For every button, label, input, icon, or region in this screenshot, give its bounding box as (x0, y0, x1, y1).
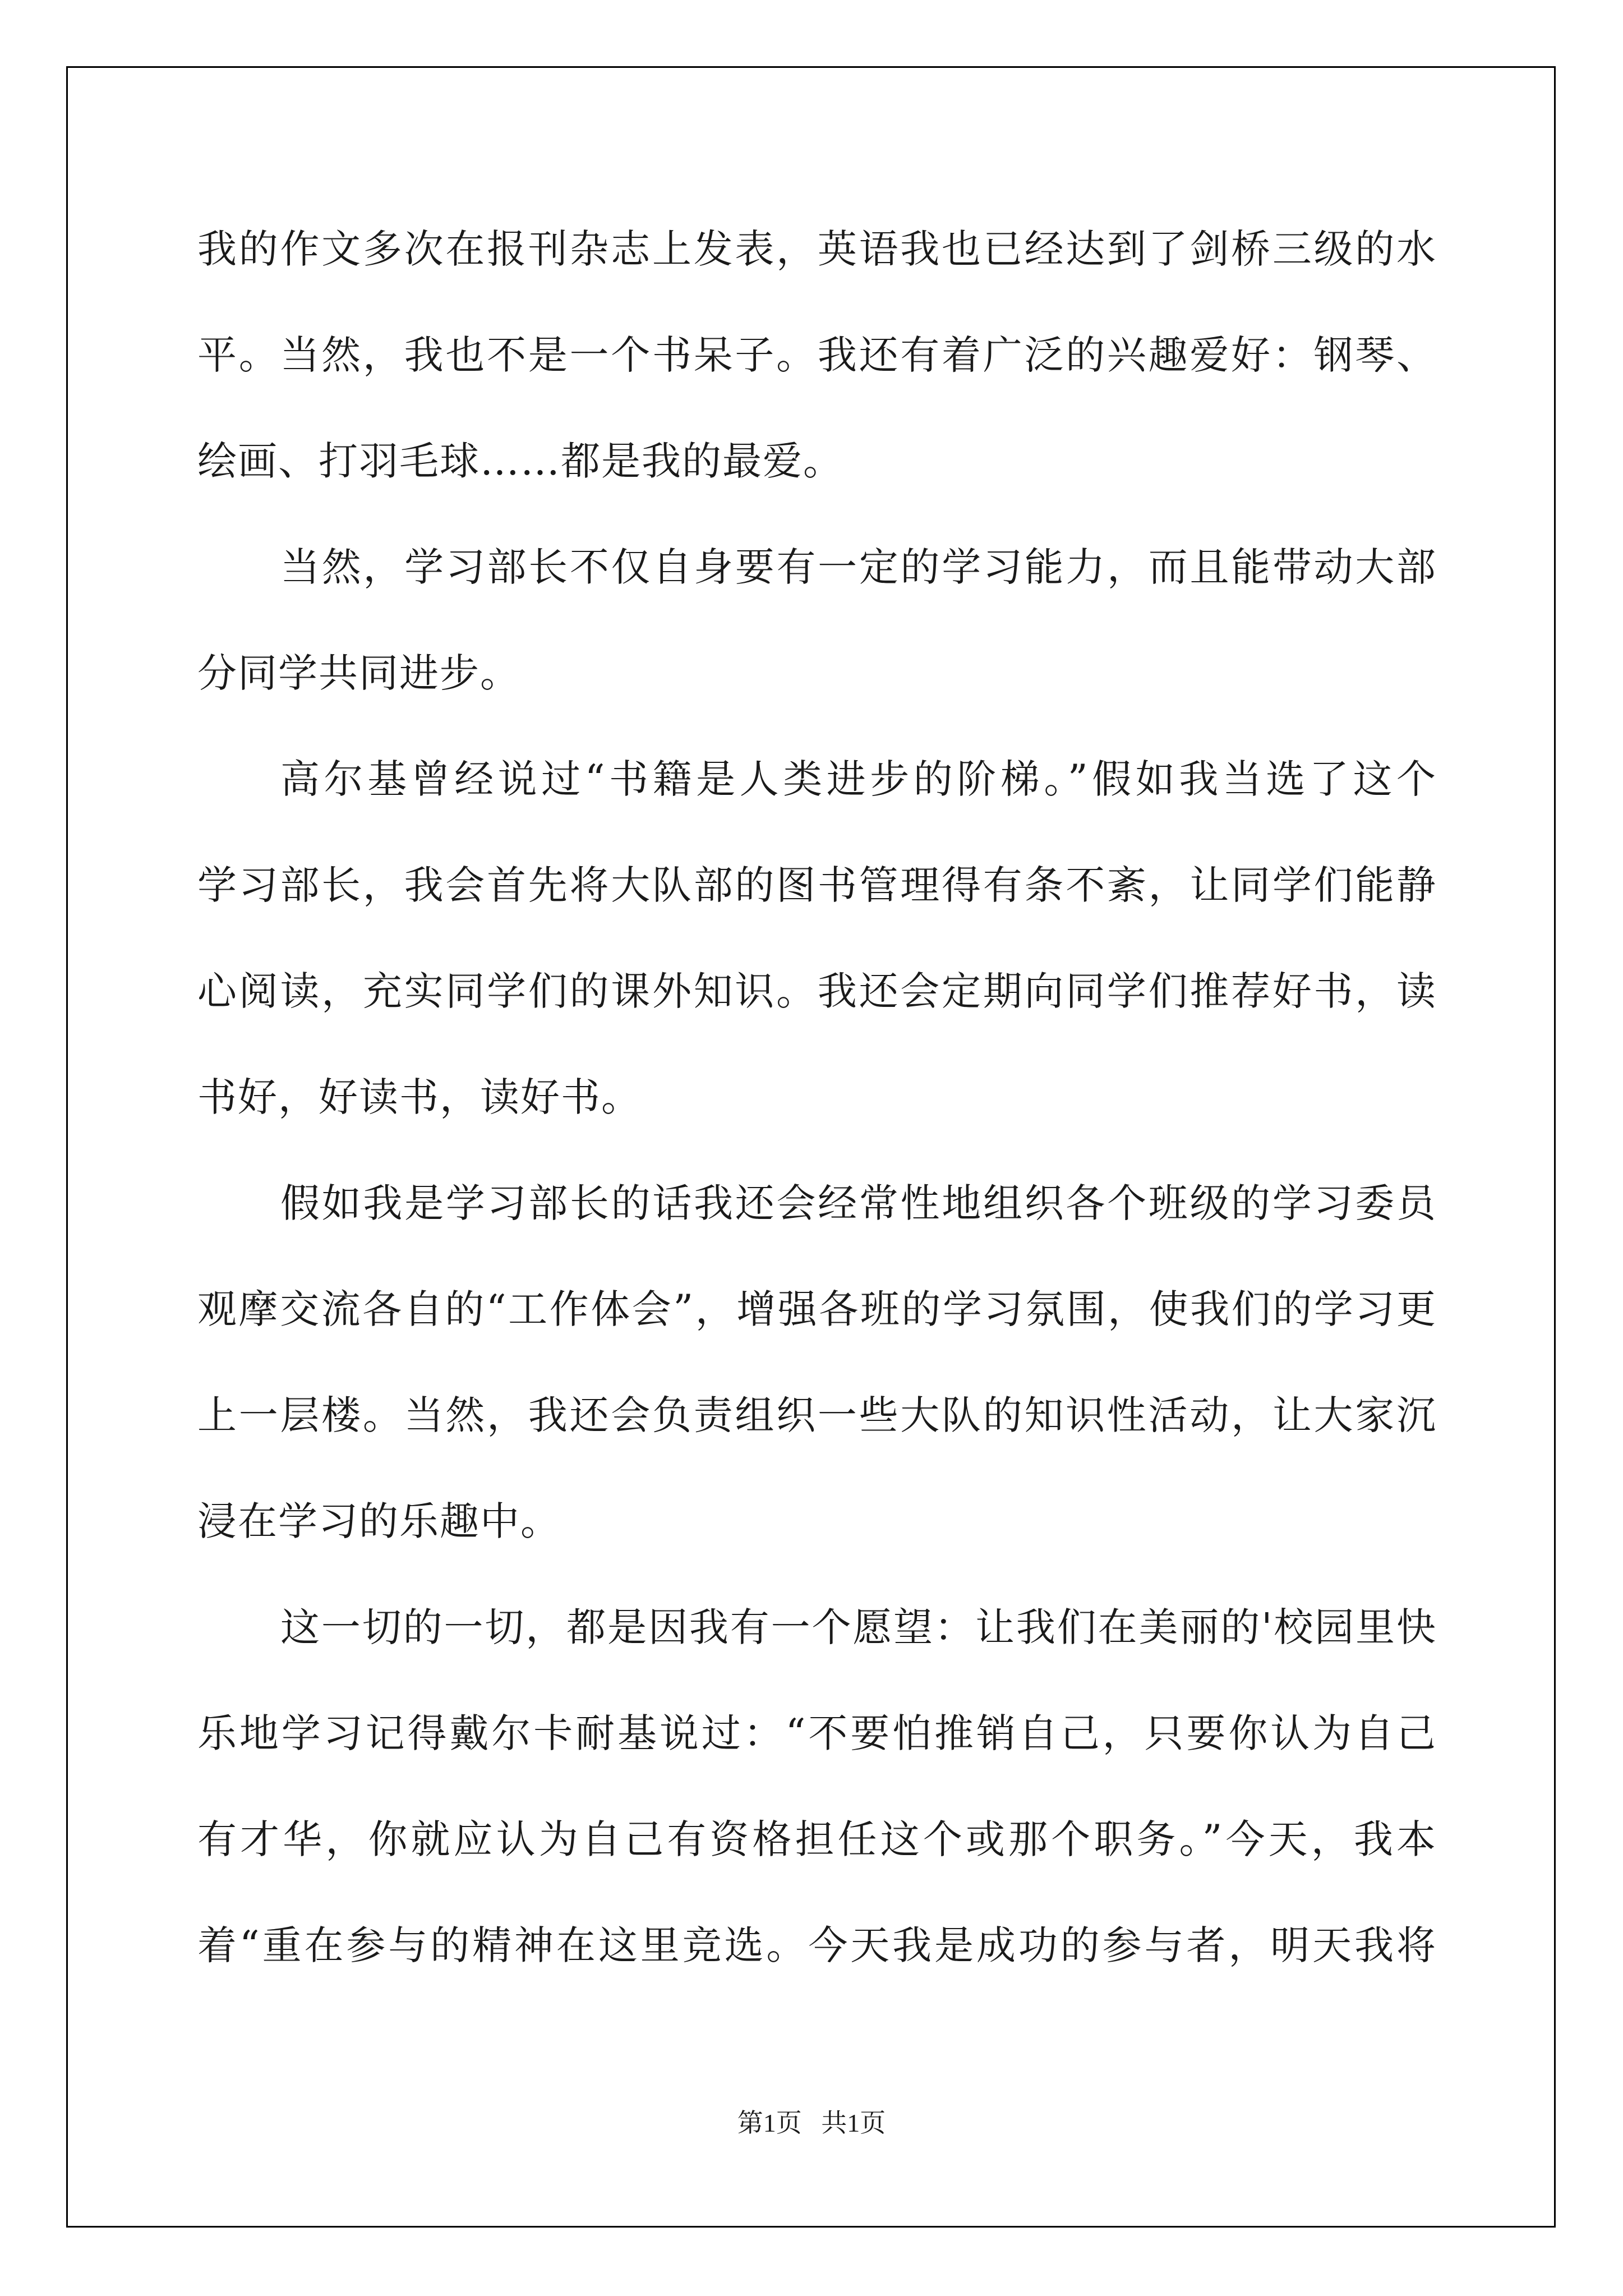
body-line: 书好，好读书，读好书。 (197, 1074, 642, 1120)
body-line: 心阅读，充实同学们的课外知识。我还会定期向同学们推荐好书，读 (197, 968, 1437, 1014)
body-line: 观摩交流各自的“工作体会”，增强各班的学习氛围，使我们的学习更 (197, 1286, 1437, 1332)
body-line: 当然，学习部长不仅自身要有一定的学习能力，而且能带动大部 (280, 544, 1437, 590)
body-line: 学习部长，我会首先将大队部的图书管理得有条不紊，让同学们能静 (197, 862, 1437, 908)
page-number: 第1页 (737, 2109, 802, 2137)
page-footer (0, 2102, 1623, 2139)
document-body (197, 202, 1437, 2004)
body-line: 我的作文多次在报刊杂志上发表，英语我也已经达到了剑桥三级的水 (197, 226, 1437, 272)
body-line: 假如我是学习部长的话我还会经常性地组织各个班级的学习委员 (280, 1180, 1437, 1226)
body-line: 高尔基曾经说过“书籍是人类进步的阶梯。”假如我当选了这个 (280, 756, 1437, 802)
page-total: 共1页 (821, 2109, 886, 2137)
body-line: 这一切的一切，都是因我有一个愿望：让我们在美丽的'校园里快 (280, 1604, 1437, 1650)
body-line: 有才华，你就应认为自己有资格担任这个或那个职务。”今天，我本 (197, 1816, 1437, 1862)
body-line: 浸在学习的乐趣中。 (197, 1498, 561, 1544)
body-line: 乐地学习记得戴尔卡耐基说过：“不要怕推销自己，只要你认为自己 (197, 1710, 1437, 1756)
body-line: 平。当然，我也不是一个书呆子。我还有着广泛的兴趣爱好：钢琴、 (197, 332, 1437, 378)
body-line: 着“重在参与的精神在这里竞选。今天我是成功的参与者，明天我将 (197, 1922, 1437, 1968)
body-line: 上一层楼。当然，我还会负责组织一些大队的知识性活动，让大家沉 (197, 1392, 1437, 1438)
body-line: 分同学共同进步。 (197, 650, 520, 696)
body-line: 绘画、打羽毛球……都是我的最爱。 (197, 438, 843, 484)
